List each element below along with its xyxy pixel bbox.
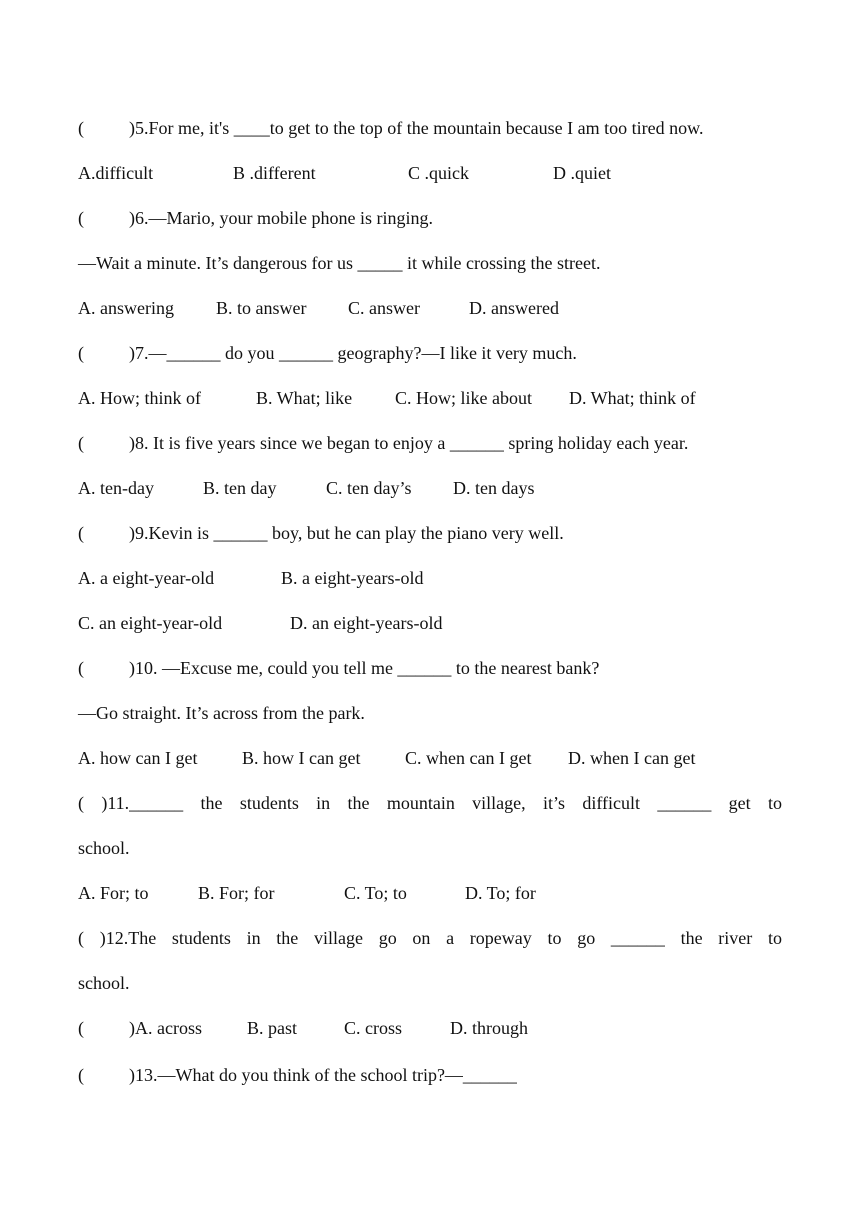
question-11-option-d: D. To; for (465, 883, 536, 903)
question-9-option-a: A. a eight-year-old (78, 568, 215, 588)
question-9-option-b: B. a eight-years-old (281, 568, 424, 588)
question-11-option-b: B. For; for (198, 883, 275, 903)
question-6-stem: ( )6.—Mario, your mobile phone is ringing. (78, 208, 433, 228)
question-9-option-d: D. an eight-years-old (290, 613, 443, 633)
question-11-option-c: C. To; to (344, 883, 407, 903)
question-5-option-c: C .quick (408, 163, 469, 183)
question-8-option-a: A. ten-day (78, 478, 154, 498)
question-10-option-b: B. how I can get (242, 748, 361, 768)
question-9-option-c: C. an eight-year-old (78, 613, 223, 633)
question-11-stem-continued: school. (78, 838, 130, 858)
question-5-stem: ( )5.For me, it's ____to get to the top of the mountain because I am too tired now. (78, 118, 704, 138)
question-10-stem: ( )10. —Excuse me, could you tell me ______ to the nearest bank? (78, 658, 600, 678)
question-6-option-d: D. answered (469, 298, 559, 318)
question-12-stem: ( )12.The students in the village go on a ropeway to go ______ the river to (78, 928, 782, 948)
question-10-stem-2: —Go straight. It’s across from the park. (78, 703, 365, 723)
question-11-option-a: A. For; to (78, 883, 149, 903)
question-12-stem-continued: school. (78, 973, 130, 993)
question-9-stem: ( )9.Kevin is ______ boy, but he can play the piano very well. (78, 523, 564, 543)
question-5-option-d: D .quiet (553, 163, 611, 183)
question-6-option-c: C. answer (348, 298, 420, 318)
question-12-option-a: ( )A. across (78, 1018, 202, 1038)
question-7-option-a: A. How; think of (78, 388, 201, 408)
question-5-option-a: A.difficult (78, 163, 154, 183)
question-12-option-c: C. cross (344, 1018, 402, 1038)
question-6-option-a: A. answering (78, 298, 174, 318)
question-12-option-b: B. past (247, 1018, 298, 1038)
question-7-option-d: D. What; think of (569, 388, 696, 408)
question-6-stem-2: —Wait a minute. It’s dangerous for us _____ it while crossing the street. (78, 253, 601, 273)
question-8-option-d: D. ten days (453, 478, 535, 498)
question-6-option-b: B. to answer (216, 298, 307, 318)
question-10-option-d: D. when I can get (568, 748, 696, 768)
question-7-stem: ( )7.—______ do you ______ geography?—I like it very much. (78, 343, 577, 363)
question-8-option-b: B. ten day (203, 478, 277, 498)
question-5-option-b: B .different (233, 163, 316, 183)
question-8-stem: ( )8. It is five years since we began to enjoy a ______ spring holiday each year. (78, 433, 689, 453)
question-8-option-c: C. ten day’s (326, 478, 412, 498)
question-13-stem: ( )13.—What do you think of the school trip?—______ (78, 1065, 517, 1085)
question-12-option-d: D. through (450, 1018, 528, 1038)
question-11-stem: ( )11.______ the students in the mountain village, it’s difficult ______ get to (78, 793, 782, 813)
question-7-option-c: C. How; like about (395, 388, 532, 408)
question-10-option-c: C. when can I get (405, 748, 532, 768)
question-7-option-b: B. What; like (256, 388, 353, 408)
question-10-option-a: A. how can I get (78, 748, 198, 768)
